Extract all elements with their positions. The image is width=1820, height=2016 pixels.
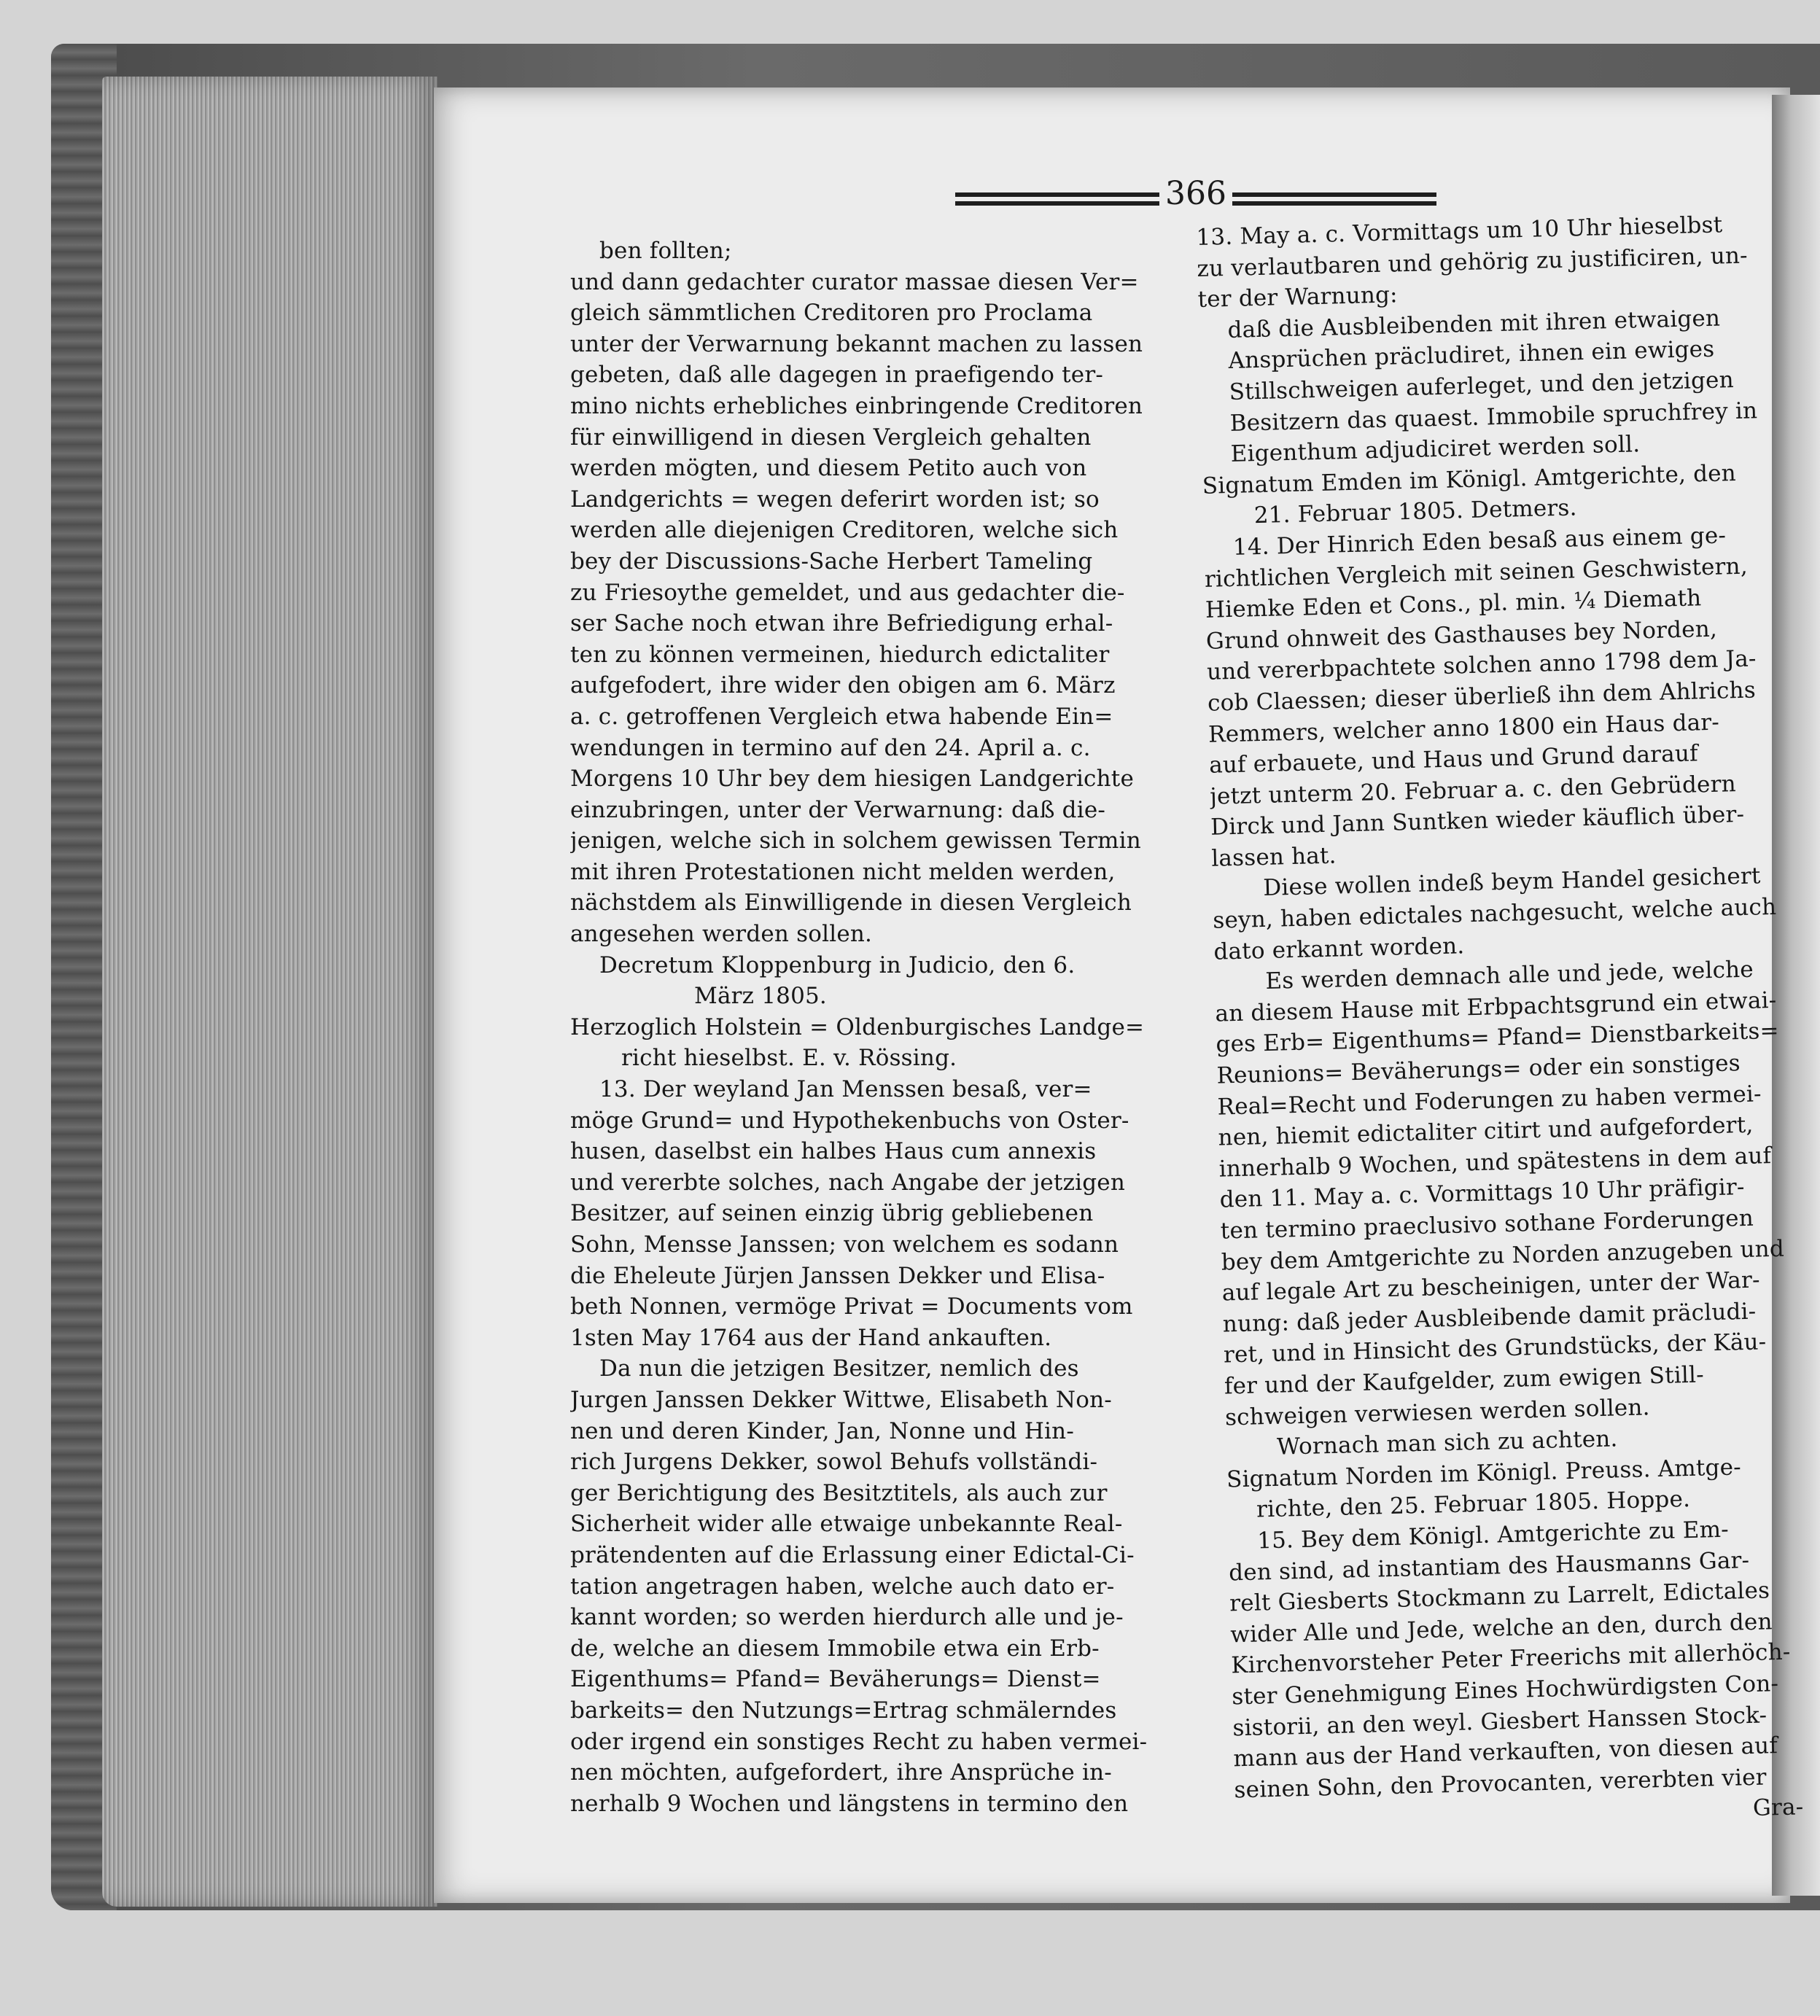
text-line: bey dem Amtgerichte zu Norden anzugeben und (1221, 1235, 1785, 1276)
text-line: sistorii, an den weyl. Giesbert Hanssen Stock- (1232, 1701, 1768, 1741)
text-line: den sind, ad instantiam des Hausmanns Gar- (1228, 1546, 1750, 1586)
text-line: unter der Verwarnung bekannt machen zu lassen (570, 330, 1143, 357)
page-edges (102, 77, 438, 1907)
text-line: Landgerichts = wegen deferirt worden ist; so (570, 486, 1100, 513)
text-line: einzubringen, unter der Verwarnung: daß die- (570, 796, 1106, 823)
left-text-column (570, 236, 1183, 1819)
text-line: gleich sämmtlichen Creditoren pro Proclama (570, 300, 1093, 327)
text-line: möge Grund= und Hypothekenbuchs von Oster- (570, 1107, 1129, 1134)
header-rule-left (955, 201, 1159, 206)
text-line: werden alle diejenigen Creditoren, welche sich (570, 517, 1119, 544)
text-line: prätendenten auf die Erlassung einer Edictal-Ci- (570, 1541, 1135, 1568)
text-line: Real=Recht und Foderungen zu haben vermei- (1217, 1081, 1762, 1121)
text-line: oder irgend ein sonstiges Recht zu haben vermei- (570, 1728, 1148, 1755)
text-line: auf erbauete, und Haus und Grund darauf (1208, 740, 1699, 779)
text-line: nen und deren Kinder, Jan, Nonne und Hin- (570, 1417, 1075, 1444)
text-line: werden mögten, und diesem Petito auch von (570, 455, 1087, 482)
text-line: aufgefodert, ihre wider den obigen am 6. März (570, 672, 1116, 699)
text-line: Signatum Emden im Königl. Amtgerichte, den (1202, 459, 1737, 499)
text-line: 14. Der Hinrich Eden besaß aus einem ge- (1232, 522, 1727, 561)
text-line: mann aus der Hand verkauften, von diesen auf (1233, 1732, 1778, 1772)
text-line: ges Erb= Eigenthums= Pfand= Dienstbarkeits= (1216, 1018, 1780, 1059)
text-line: dato erkannt worden. (1213, 932, 1465, 965)
text-line: Sicherheit wider alle etwaige unbekannte Real- (570, 1511, 1123, 1538)
text-line: nen möchten, aufgefordert, ihre Ansprüche in- (570, 1759, 1112, 1786)
text-line: Decretum Kloppenburg in Judicio, den 6. (599, 951, 1076, 978)
text-line: rich Jurgens Dekker, sowol Behufs vollständi- (570, 1449, 1098, 1476)
text-line: und dann gedachter curator massae diesen Ver= (570, 268, 1139, 295)
text-line: gebeten, daß alle dagegen in praefigendo ter- (570, 362, 1104, 389)
text-line: Besitzer, auf seinen einzig übrig gebliebenen (570, 1200, 1094, 1227)
text-line: zu verlautbaren und gehörig zu justificiren, un- (1197, 242, 1749, 282)
text-line: nächstdem als Einwilligende in diesen Vergleich (570, 890, 1132, 916)
text-line: seinen Sohn, den Provocanten, vererbten vier (1234, 1764, 1768, 1804)
text-line: wendungen in termino auf den 24. April a. c. (570, 734, 1091, 761)
text-line: relt Giesberts Stockmann zu Larrelt, Edictales (1229, 1577, 1770, 1617)
text-line: mino nichts erhebliches einbringende Creditoren (570, 392, 1143, 419)
text-line: Diese wollen indeß beym Handel gesichert (1262, 863, 1761, 902)
text-line: Besitzern das quaest. Immobile spruchfrey in (1229, 397, 1758, 437)
text-line: ten termino praeclusivo sothane Forderungen (1220, 1204, 1754, 1245)
text-line: Es werden demnach alle und jede, welche (1265, 956, 1754, 995)
text-line: ten zu können vermeinen, hiedurch edictaliter (570, 641, 1110, 668)
text-line: schweigen verwiesen werden sollen. (1224, 1393, 1650, 1431)
text-line: jetzt unterm 20. Februar a. c. den Gebrüdern (1209, 770, 1737, 810)
text-line: richt hieselbst. E. v. Rössing. (621, 1045, 957, 1072)
text-line: Wornach man sich zu achten. (1276, 1425, 1618, 1460)
text-line: Reunions= Beväherungs= oder ein sonstiges (1216, 1050, 1741, 1089)
text-line: Grund ohnweit des Gasthauses bey Norden, (1205, 615, 1718, 655)
text-line: daß die Ausbleibenden mit ihren etwaigen (1227, 305, 1721, 343)
text-line: Kirchenvorsteher Peter Freerichs mit allerhöch- (1230, 1638, 1791, 1679)
text-line: an diesem Hause mit Erbpachtsgrund ein etwai- (1215, 986, 1777, 1027)
header-rule-right (1232, 201, 1436, 206)
text-line: Gra- (1752, 1794, 1804, 1822)
text-line: Sohn, Mensse Janssen; von welchem es sodann (570, 1231, 1119, 1258)
text-line: Morgens 10 Uhr bey dem hiesigen Landgerichte (570, 766, 1134, 793)
header-rule-left (955, 192, 1159, 197)
text-line: Dirck und Jann Suntken wieder käuflich über- (1210, 801, 1745, 841)
text-line: nung: daß jeder Ausbleibende damit präcludi- (1222, 1298, 1757, 1338)
text-line: März 1805. (694, 983, 827, 1010)
text-line: beth Nonnen, vermöge Privat = Documents vom (570, 1293, 1133, 1320)
text-line: und vererbpachtete solchen anno 1798 dem Ja- (1206, 645, 1757, 686)
text-line: Eigenthum adjudiciret werden soll. (1230, 431, 1641, 468)
text-line: husen, daselbst ein halbes Haus cum annexis (570, 1138, 1097, 1165)
text-line: den 11. May a. c. Vormittags 10 Uhr präfigir- (1219, 1174, 1746, 1214)
text-line: cob Claessen; dieser überließ ihn dem Ahlrichs (1207, 677, 1757, 717)
text-line: bey der Discussions-Sache Herbert Tameling (570, 548, 1093, 575)
text-line: wider Alle und Jede, welche an den, durch den (1229, 1608, 1773, 1649)
text-line: ger Berichtigung des Besitztitels, als auch zur (570, 1479, 1108, 1506)
text-line: fer und der Kaufgelder, zum ewigen Still- (1224, 1361, 1705, 1400)
text-line: Jurgen Janssen Dekker Wittwe, Elisabeth Non- (570, 1386, 1112, 1413)
text-line: tation angetragen haben, welche auch dato er- (570, 1573, 1115, 1600)
text-line: jenigen, welche sich in solchem gewissen Termin (570, 828, 1141, 855)
text-line: richtlichen Vergleich mit seinen Geschwistern, (1204, 553, 1749, 593)
text-line: ser Sache noch etwan ihre Befriedigung erhal- (570, 610, 1113, 637)
text-line: seyn, haben edictales nachgesucht, welche auch (1212, 893, 1777, 934)
text-line: de, welche an diesem Immobile etwa ein Erb- (570, 1635, 1100, 1662)
text-line: Remmers, welcher anno 1800 ein Haus dar- (1208, 709, 1720, 748)
text-line: lassen hat. (1210, 842, 1337, 872)
text-line: Signatum Norden im Königl. Preuss. Amtge- (1226, 1453, 1742, 1493)
text-line: a. c. getroffenen Vergleich etwa habende Ein= (570, 703, 1113, 730)
text-line: Stillschweigen auferleget, und den jetzigen (1229, 367, 1735, 405)
text-line: 15. Bey dem Königl. Amtgerichte zu Em- (1256, 1516, 1730, 1554)
text-line: Eigenthums= Pfand= Beväherungs= Dienst= (570, 1666, 1101, 1693)
text-line: angesehen werden sollen. (570, 921, 873, 948)
text-line: auf legale Art zu bescheinigen, unter der War- (1221, 1266, 1761, 1307)
text-line: und vererbte solches, nach Angabe der jetzigen (570, 1169, 1125, 1196)
text-line: ben follten; (599, 238, 732, 264)
text-line: nen, hiemit edictaliter citirt und aufgefordert, (1218, 1111, 1754, 1151)
text-line: Ansprüchen präcludiret, ihnen ein ewiges (1228, 336, 1715, 375)
text-line: innerhalb 9 Wochen, und spätestens in dem auf (1218, 1142, 1772, 1183)
text-line: Herzoglich Holstein = Oldenburgisches Landge= (570, 1013, 1145, 1040)
page-header (955, 175, 1684, 219)
text-line: für einwilligend in diesen Vergleich gehalten (570, 424, 1092, 451)
text-line: Hiemke Eden et Cons., pl. min. ¼ Diemath (1205, 585, 1702, 623)
page-number: 366 (1165, 175, 1226, 212)
text-line: richte, den 25. Februar 1805. Hoppe. (1256, 1486, 1691, 1523)
header-rule-right (1232, 192, 1436, 197)
text-line: kannt worden; so werden hierdurch alle und je- (570, 1604, 1124, 1631)
text-line: mit ihren Protestationen nicht melden werden, (570, 858, 1116, 885)
text-line: 13. May a. c. Vormittags um 10 Uhr hieselbst (1196, 211, 1723, 251)
text-line: zu Friesoythe gemeldet, und aus gedachter die- (570, 579, 1125, 606)
right-text-column (1196, 209, 1804, 1837)
text-line: ret, und in Hinsicht des Grundstücks, der Käu- (1223, 1328, 1767, 1369)
text-line: ster Genehmigung Eines Hochwürdigsten Con- (1231, 1670, 1779, 1711)
text-line: 21. Februar 1805. Detmers. (1253, 494, 1578, 529)
text-line: 13. Der weyland Jan Menssen besaß, ver= (599, 1076, 1092, 1103)
text-line: 1sten May 1764 aus der Hand ankauften. (570, 1324, 1052, 1351)
text-line: barkeits= den Nutzungs=Ertrag schmälerndes (570, 1697, 1117, 1724)
text-line: nerhalb 9 Wochen und längstens in termino den (570, 1790, 1129, 1817)
text-line: ter der Warnung: (1197, 281, 1399, 314)
text-line: Da nun die jetzigen Besitzer, nemlich des (599, 1355, 1079, 1382)
text-line: die Eheleute Jürjen Janssen Dekker und Elisa- (570, 1262, 1105, 1289)
